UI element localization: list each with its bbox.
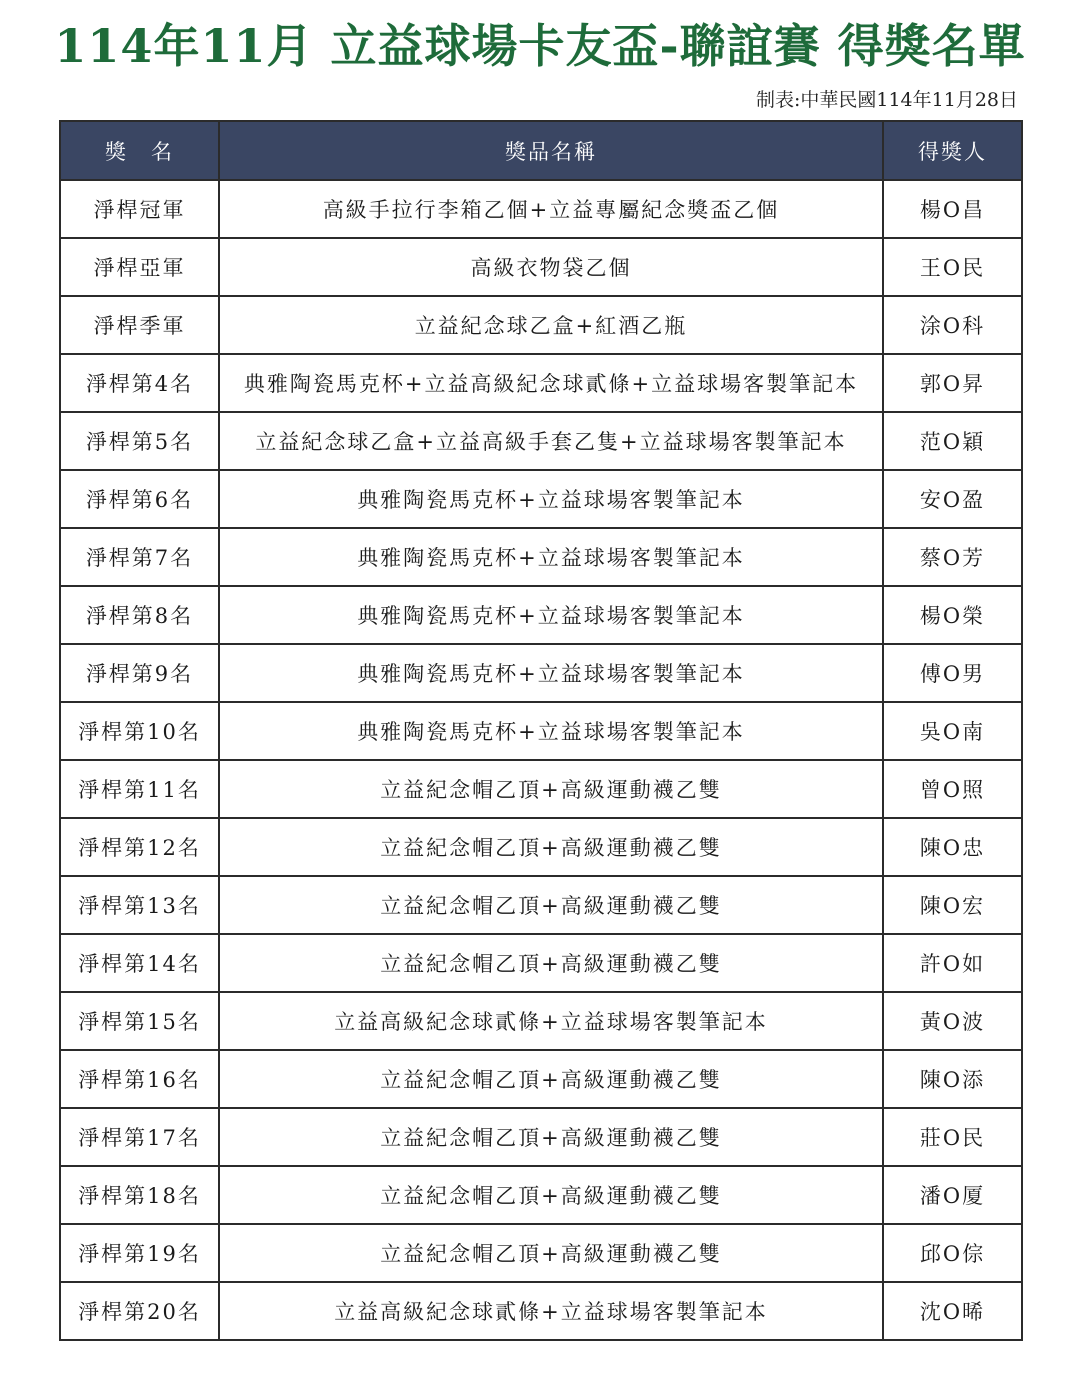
rank-cell: 淨桿第20名 xyxy=(60,1282,219,1340)
winner-cell: 許O如 xyxy=(883,934,1022,992)
awards-table xyxy=(59,120,1023,1341)
winner-cell: 蔡O芳 xyxy=(883,528,1022,586)
table-row xyxy=(60,934,1022,992)
prize-cell: 立益紀念帽乙頂+高級運動襪乙雙 xyxy=(219,934,883,992)
winner-cell: 范O穎 xyxy=(883,412,1022,470)
winner-cell: 吳O南 xyxy=(883,702,1022,760)
table-row xyxy=(60,992,1022,1050)
table-row xyxy=(60,238,1022,296)
header-winner: 得獎人 xyxy=(883,121,1022,180)
prize-cell: 立益紀念球乙盒+立益高級手套乙隻+立益球場客製筆記本 xyxy=(219,412,883,470)
winner-cell: 邱O倧 xyxy=(883,1224,1022,1282)
rank-cell: 淨桿第9名 xyxy=(60,644,219,702)
rank-cell: 淨桿冠軍 xyxy=(60,180,219,238)
winner-cell: 郭O昇 xyxy=(883,354,1022,412)
table-row xyxy=(60,180,1022,238)
prize-cell: 立益高級紀念球貳條+立益球場客製筆記本 xyxy=(219,1282,883,1340)
winner-cell: 陳O添 xyxy=(883,1050,1022,1108)
rank-cell: 淨桿亞軍 xyxy=(60,238,219,296)
rank-cell: 淨桿第13名 xyxy=(60,876,219,934)
prize-cell: 高級衣物袋乙個 xyxy=(219,238,883,296)
prize-cell: 典雅陶瓷馬克杯+立益球場客製筆記本 xyxy=(219,586,883,644)
rank-cell: 淨桿第14名 xyxy=(60,934,219,992)
prize-cell: 立益紀念帽乙頂+高級運動襪乙雙 xyxy=(219,1050,883,1108)
winner-cell: 莊O民 xyxy=(883,1108,1022,1166)
prize-cell: 立益高級紀念球貳條+立益球場客製筆記本 xyxy=(219,992,883,1050)
table-row xyxy=(60,876,1022,934)
winner-cell: 傅O男 xyxy=(883,644,1022,702)
table-row xyxy=(60,1108,1022,1166)
prize-cell: 立益紀念帽乙頂+高級運動襪乙雙 xyxy=(219,1166,883,1224)
table-row xyxy=(60,586,1022,644)
winner-cell: 潘O厦 xyxy=(883,1166,1022,1224)
winner-cell: 黃O波 xyxy=(883,992,1022,1050)
table-body xyxy=(60,180,1022,1340)
prize-cell: 典雅陶瓷馬克杯+立益球場客製筆記本 xyxy=(219,644,883,702)
winner-cell: 陳O忠 xyxy=(883,818,1022,876)
rank-cell: 淨桿第7名 xyxy=(60,528,219,586)
rank-cell: 淨桿第15名 xyxy=(60,992,219,1050)
prize-cell: 立益紀念帽乙頂+高級運動襪乙雙 xyxy=(219,818,883,876)
prize-cell: 立益紀念帽乙頂+高級運動襪乙雙 xyxy=(219,876,883,934)
winner-cell: 王O民 xyxy=(883,238,1022,296)
rank-cell: 淨桿第19名 xyxy=(60,1224,219,1282)
table-row xyxy=(60,1050,1022,1108)
rank-cell: 淨桿第16名 xyxy=(60,1050,219,1108)
winner-cell: 楊O昌 xyxy=(883,180,1022,238)
header-rank: 獎 名 xyxy=(60,121,219,180)
table-header xyxy=(60,121,1022,180)
table-row xyxy=(60,528,1022,586)
prize-cell: 立益紀念球乙盒+紅酒乙瓶 xyxy=(219,296,883,354)
prize-cell: 典雅陶瓷馬克杯+立益球場客製筆記本 xyxy=(219,470,883,528)
rank-cell: 淨桿第5名 xyxy=(60,412,219,470)
table-row xyxy=(60,1224,1022,1282)
page-title: 114年11月 立益球場卡友盃-聯誼賽 得獎名單 xyxy=(54,19,1026,73)
rank-cell: 淨桿第17名 xyxy=(60,1108,219,1166)
table-row xyxy=(60,644,1022,702)
rank-cell: 淨桿第6名 xyxy=(60,470,219,528)
table-row xyxy=(60,470,1022,528)
winner-cell: 沈O晞 xyxy=(883,1282,1022,1340)
table-row xyxy=(60,296,1022,354)
prize-cell: 典雅陶瓷馬克杯+立益球場客製筆記本 xyxy=(219,528,883,586)
prize-cell: 典雅陶瓷馬克杯+立益高級紀念球貳條+立益球場客製筆記本 xyxy=(219,354,883,412)
table-row xyxy=(60,412,1022,470)
rank-cell: 淨桿第8名 xyxy=(60,586,219,644)
prize-cell: 立益紀念帽乙頂+高級運動襪乙雙 xyxy=(219,1108,883,1166)
rank-cell: 淨桿第11名 xyxy=(60,760,219,818)
winner-cell: 涂O科 xyxy=(883,296,1022,354)
rank-cell: 淨桿第18名 xyxy=(60,1166,219,1224)
prize-cell: 典雅陶瓷馬克杯+立益球場客製筆記本 xyxy=(219,702,883,760)
winner-cell: 陳O宏 xyxy=(883,876,1022,934)
rank-cell: 淨桿第12名 xyxy=(60,818,219,876)
winner-cell: 曾O照 xyxy=(883,760,1022,818)
prize-cell: 立益紀念帽乙頂+高級運動襪乙雙 xyxy=(219,760,883,818)
table-row xyxy=(60,760,1022,818)
prize-cell: 高級手拉行李箱乙個+立益專屬紀念獎盃乙個 xyxy=(219,180,883,238)
header-prize: 獎品名稱 xyxy=(219,121,883,180)
table-row xyxy=(60,702,1022,760)
table-row xyxy=(60,354,1022,412)
header-row xyxy=(60,121,1022,180)
winner-cell: 楊O榮 xyxy=(883,586,1022,644)
table-row xyxy=(60,1282,1022,1340)
rank-cell: 淨桿第4名 xyxy=(60,354,219,412)
table-row xyxy=(60,818,1022,876)
prize-cell: 立益紀念帽乙頂+高級運動襪乙雙 xyxy=(219,1224,883,1282)
rank-cell: 淨桿季軍 xyxy=(60,296,219,354)
made-date: 制表:中華民國114年11月28日 xyxy=(755,89,1018,111)
rank-cell: 淨桿第10名 xyxy=(60,702,219,760)
table-row xyxy=(60,1166,1022,1224)
winner-cell: 安O盈 xyxy=(883,470,1022,528)
